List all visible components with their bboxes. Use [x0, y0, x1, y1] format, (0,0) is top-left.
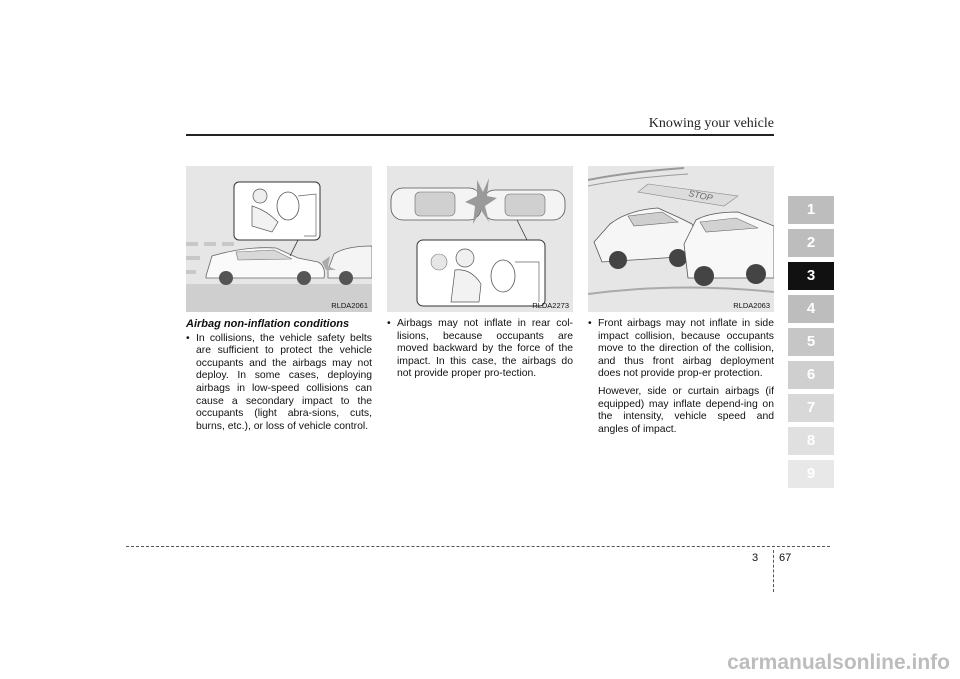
figure-rear-collision	[387, 166, 573, 312]
chapter-tab-2[interactable]: 2	[788, 229, 834, 257]
column-side-impact	[588, 318, 774, 436]
bullet-icon: •	[588, 318, 592, 329]
figure-code: RLDA2061	[331, 301, 368, 310]
footer-divider	[126, 546, 830, 547]
chapter-tab-8[interactable]: 8	[788, 427, 834, 455]
header-divider	[186, 134, 774, 136]
figure-rear-end-collision	[186, 166, 372, 312]
chapter-tabs	[788, 196, 834, 493]
chapter-tab-5[interactable]: 5	[788, 328, 834, 356]
paragraph-text: Airbags may not inflate in rear col-lisions, because occupants are moved backward by the force of the impact. In this case, the airbags do not provide proper pro-tection.	[397, 318, 573, 380]
chapter-tab-7[interactable]: 7	[788, 394, 834, 422]
column-rear-collision	[387, 318, 573, 381]
rear-end-collision-illustration	[186, 166, 372, 312]
watermark: carmanualsonline.info	[727, 651, 950, 674]
figure-side-impact	[588, 166, 774, 312]
bullet-icon: •	[186, 332, 190, 344]
page-number-separator	[773, 550, 774, 592]
follow-paragraph: However, side or curtain airbags (if equipped) may inflate depend-ing on the intensity, vehicle speed and angles of impact.	[598, 385, 774, 435]
bullet-paragraph	[588, 318, 774, 381]
figure-code: RLDA2063	[733, 301, 770, 310]
chapter-tab-6[interactable]: 6	[788, 361, 834, 389]
figure-code: RLDA2273	[532, 301, 569, 310]
column-non-inflation-intro	[186, 318, 372, 433]
section-heading: Airbag non-inflation conditions	[186, 318, 350, 330]
chapter-tab-1[interactable]: 1	[788, 196, 834, 224]
bullet-paragraph	[186, 333, 372, 434]
paragraph-text: In collisions, the vehicle safety belts are sufficient to protect the vehicle occupants and the airbags may not deploy. In some cases, deploying airbags in low-speed collisions can cause a secondary impact to the occupants (light abra-sions, cuts, burns, etc.), or loss of vehicle control.	[196, 332, 372, 432]
svg-text:STOP: STOP	[687, 188, 714, 204]
bullet-icon: •	[387, 318, 391, 329]
chapter-tab-9[interactable]: 9	[788, 460, 834, 488]
paragraph-text: Front airbags may not inflate in side impact collision, because occupants move to the direction of the collision, and thus front airbag deployment does not provide prop-er protection.	[598, 318, 774, 380]
page-chapter-number: 3	[752, 552, 759, 564]
chapter-tab-4[interactable]: 4	[788, 295, 834, 323]
bullet-paragraph	[387, 318, 573, 381]
rear-collision-illustration	[387, 166, 573, 312]
side-impact-illustration	[588, 166, 774, 312]
page-number: 67	[779, 552, 792, 564]
section-title: Knowing your vehicle	[648, 116, 774, 131]
chapter-tab-3[interactable]: 3	[788, 262, 834, 290]
